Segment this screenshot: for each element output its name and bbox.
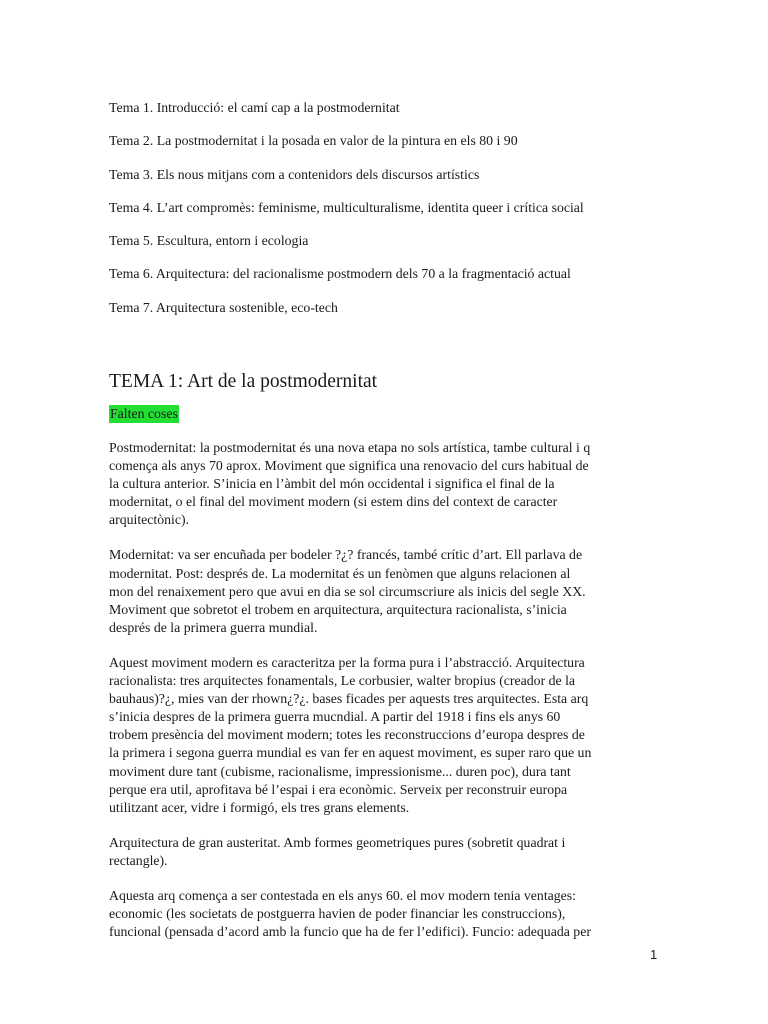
text-line: economic (les societats de postguerra havien de poder financiar les construccions), bbox=[109, 906, 566, 922]
text-line: moviment dure tant (cubisme, racionalisme, impressionisme... duren poc), dura tant bbox=[109, 763, 571, 779]
text-line: després de la primera guerra mundial. bbox=[109, 619, 318, 635]
text-line: mon del renaixement pero que avui en dia se sol circumscriure als inicis del segle XX. bbox=[109, 583, 586, 599]
text-line: rectangle). bbox=[109, 852, 168, 868]
toc-item-4: Tema 4. L’art compromès: feminisme, multiculturalisme, identita queer i crítica social bbox=[109, 199, 584, 215]
text-line: perque era util, aprofitava bé l’espai i era econòmic. Serveix per reconstruir europa bbox=[109, 781, 568, 797]
paragraph-contestada bbox=[109, 887, 657, 941]
text-line: racionalista: tres arquitectes fonamentals, Le corbusier, walter bropius (creador de la bbox=[109, 673, 576, 689]
text-line: arquitectònic). bbox=[109, 512, 190, 528]
table-of-contents bbox=[109, 99, 669, 332]
text-line: funcional (pensada d’acord amb la funcio que ha de fer l’edifici). Funcio: adequada per bbox=[109, 924, 591, 940]
paragraph-postmodernitat bbox=[109, 439, 657, 529]
paragraph-moviment-modern bbox=[109, 654, 657, 817]
toc-item-2: Tema 2. La postmodernitat i la posada en valor de la pintura en els 80 i 90 bbox=[109, 133, 518, 149]
toc-item-1: Tema 1. Introducció: el camí cap a la postmodernitat bbox=[109, 100, 400, 115]
text-line: utilitzant acer, vidre i formigó, els tres grans elements. bbox=[109, 799, 410, 815]
text-line: bauhaus)?¿, mies van der rhown¿?¿. bases ficades per aquests tres arquitectes. Esta arq bbox=[109, 691, 589, 707]
text-line: la cultura anterior. S’inicia en l’àmbit del món occidental i significa el final de la bbox=[109, 476, 555, 492]
page-number: 1 bbox=[650, 947, 658, 962]
toc-item-5: Tema 5. Escultura, entorn i ecologia bbox=[109, 233, 309, 249]
paragraph-austeritat bbox=[109, 834, 657, 870]
text-line: Moviment que sobretot el trobem en arquitectura, arquitectura racionalista, s’inicia bbox=[109, 601, 567, 617]
text-line: Modernitat: va ser encuñada per bodeler ?¿? francés, també crític d’art. Ell parlava de bbox=[109, 547, 583, 563]
section-heading: TEMA 1: Art de la postmodernitat bbox=[109, 371, 378, 392]
text-line: la primera i segona guerra mundial es van fer en aquest moviment, es super raro que un bbox=[109, 745, 592, 761]
text-line: trobem presència del moviment modern; totes les reconstruccions d’europa despres de bbox=[109, 727, 585, 743]
text-line: s’inicia despres de la primera guerra mucndial. A partir del 1918 i fins els anys 60 bbox=[109, 709, 561, 725]
paragraph-modernitat bbox=[109, 546, 657, 636]
text-line: Postmodernitat: la postmodernitat és una nova etapa no sols artística, tambe cultural i q bbox=[109, 440, 591, 455]
text-line: Aquest moviment modern es caracteritza per la forma pura i l’abstracció. Arquitectura bbox=[109, 654, 585, 670]
highlighted-note: Falten coses bbox=[110, 406, 178, 421]
toc-item-3: Tema 3. Els nous mitjans com a contenidors dels discursos artístics bbox=[109, 166, 480, 182]
toc-item-6: Tema 6. Arquitectura: del racionalisme postmodern dels 70 a la fragmentació actual bbox=[109, 266, 571, 282]
text-line: modernitat. Post: després de. La modernitat és un fenòmen que alguns relacionen al bbox=[109, 565, 571, 581]
text-line: comença als anys 70 aprox. Moviment que significa una renovacio del curs habitual de bbox=[109, 458, 589, 474]
toc-item-7: Tema 7. Arquitectura sostenible, eco-tech bbox=[109, 299, 338, 315]
text-line: Arquitectura de gran austeritat. Amb formes geometriques pures (sobretit quadrat i bbox=[109, 834, 566, 850]
body-text bbox=[109, 439, 657, 958]
text-line: modernitat, o el final del moviment modern (si estem dins del context de caracter bbox=[109, 494, 558, 510]
text-line: Aquesta arq comença a ser contestada en els anys 60. el mov modern tenia ventages: bbox=[109, 887, 577, 903]
